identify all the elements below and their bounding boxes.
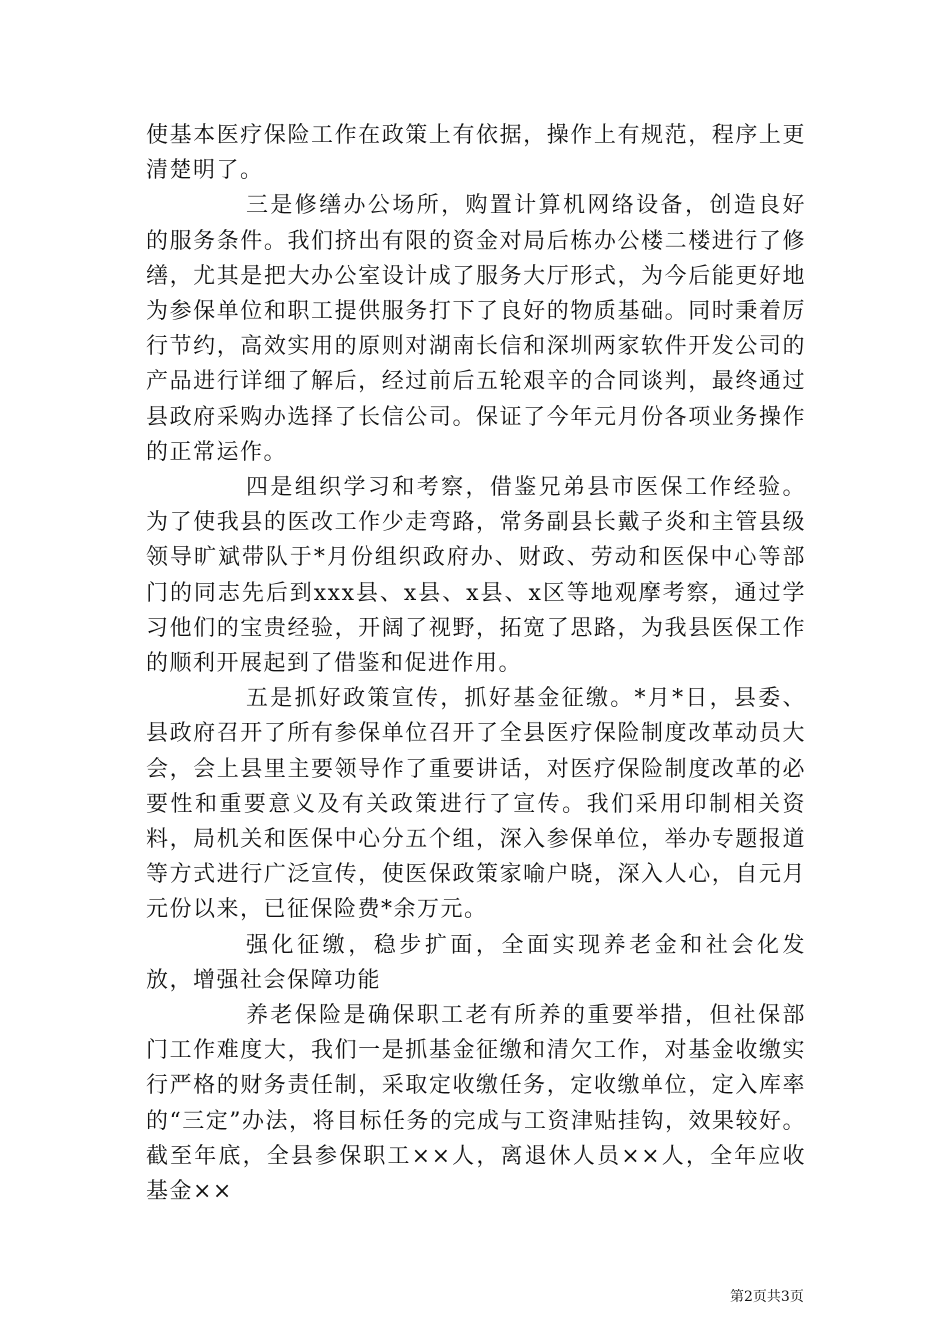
section-heading: 强化征缴，稳步扩面，全面实现养老金和社会化发放，增强社会保障功能 bbox=[146, 932, 806, 993]
document-page bbox=[146, 118, 806, 1209]
paragraph-policy-promotion: 五是抓好政策宣传，抓好基金征缴。*月*日，县委、县政府召开了所有参保单位召开了全县医疗保险制度改革动员大会，会上县里主要领导作了重要讲话，对医疗保险制度改革的必要性和重要意义及有关政策进行了宣传。我们采用印制相关资料，局机关和医保中心分五个组，深入参保单位，举办专题报道等方式进行广泛宣传，使医保政策家喻户晓，深入人心，自元月元份以来，已征保险费*余万元。 bbox=[146, 686, 806, 923]
paragraph-study-inspection: 四是组织学习和考察，借鉴兄弟县市医保工作经验。为了使我县的医改工作少走弯路，常务副县长戴子炎和主管县级领导旷斌带队于*月份组织政府办、财政、劳动和医保中心等部门的同志先后到xxx县、x县、x县、x区等地观摩考察，通过学习他们的宝贵经验，开阔了视野，拓宽了思路，为我县医保工作的顺利开展起到了借鉴和促进作用。 bbox=[146, 475, 806, 677]
paragraph-office-renovation: 三是修缮办公场所，购置计算机网络设备，创造良好的服务条件。我们挤出有限的资金对局后栋办公楼二楼进行了修缮，尤其是把大办公室设计成了服务大厅形式，为今后能更好地为参保单位和职工提供服务打下了良好的物质基础。同时秉着厉行节约，高效实用的原则对湖南长信和深圳两家软件开发公司的产品进行详细了解后，经过前后五轮艰辛的合同谈判，最终通过县政府采购办选择了长信公司。保证了今年元月份各项业务操作的正常运作。 bbox=[146, 193, 806, 465]
paragraph-pension-insurance: 养老保险是确保职工老有所养的重要举措，但社保部门工作难度大，我们一是抓基金征缴和清欠工作，对基金收缴实行严格的财务责任制，采取定收缴任务，定收缴单位，定入库率的“三定”办法，将目标任务的完成与工资津贴挂钩，效果较好。截至年底，全县参保职工××人，离退休人员××人，全年应收基金×× bbox=[146, 1003, 806, 1205]
page-number-footer: 第2页共3页 bbox=[730, 1289, 804, 1305]
paragraph-continuation: 使基本医疗保险工作在政策上有依据，操作上有规范，程序上更清楚明了。 bbox=[146, 123, 806, 184]
